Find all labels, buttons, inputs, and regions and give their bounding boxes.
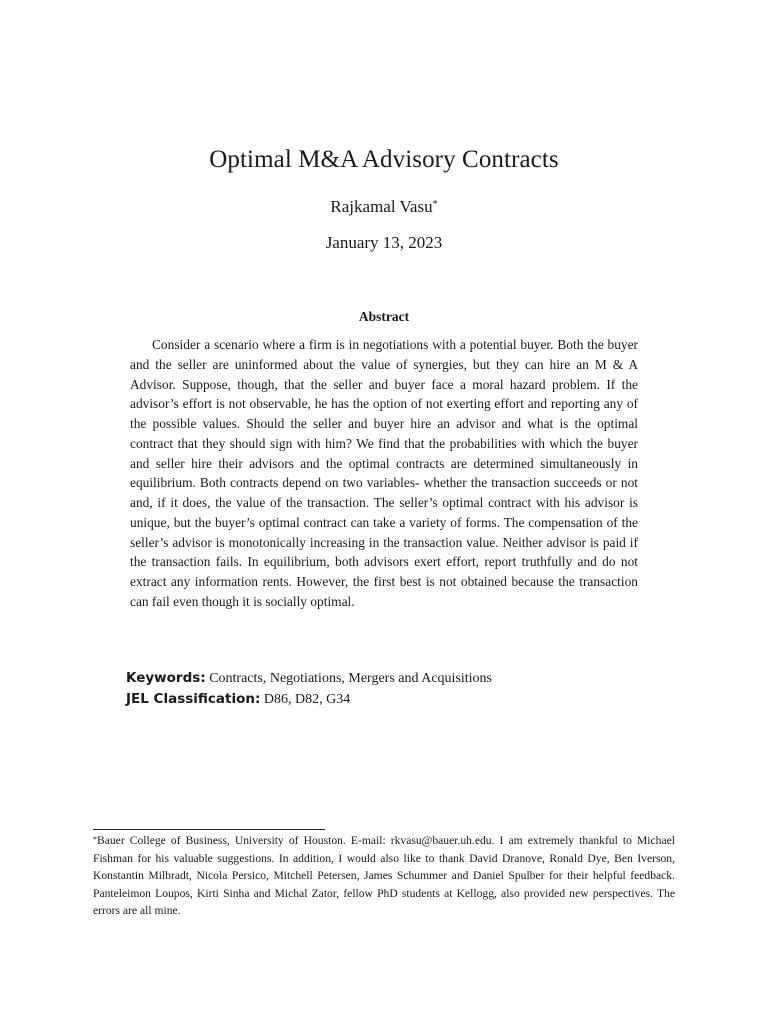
keywords-block xyxy=(126,668,646,710)
footnote-divider xyxy=(93,829,325,830)
author-name: Rajkamal Vasu xyxy=(330,197,433,216)
jel-label: JEL Classification: xyxy=(126,691,261,707)
keywords-label: Keywords: xyxy=(126,670,206,686)
keywords-value: Contracts, Negotiations, Mergers and Acquisitions xyxy=(209,671,493,686)
paper-title: Optimal M&A Advisory Contracts xyxy=(209,146,559,173)
author-footnote-marker[interactable]: * xyxy=(432,199,438,210)
footnote-text: Bauer College of Business, University of Houston. E-mail: rkvasu@bauer.uh.edu. I am extremely thankful to Michael Fishman for his valuable suggestions. In addition, I would also like to thank David Dranove, Ronald Dye, Ben Iverson, Konstantin Milbradt, Nicola Persico, Mitchell Petersen, James Schummer and Daniel Spulber for their helpful feedback. Panteleimon Loupos, Kirti Sinha and Michal Zator, fellow PhD students at Kellogg, also provided new perspectives. The errors are all mine. xyxy=(93,834,675,918)
footnote-marker: * xyxy=(93,835,97,844)
footnote xyxy=(93,832,675,920)
author-line xyxy=(0,196,768,218)
keywords-line xyxy=(126,668,646,689)
jel-value: D86, D82, G34 xyxy=(263,692,351,707)
paper-date: January 13, 2023 xyxy=(325,233,443,252)
jel-line xyxy=(126,689,646,710)
abstract-heading: Abstract xyxy=(358,309,410,324)
abstract-text: Consider a scenario where a firm is in negotiations with a potential buyer. Both the buyer and the seller are uninformed about the value of synergies, but they can hire an M & A Advisor. Suppose, though, that the seller and buyer face a moral hazard problem. If the advisor’s effort is not observable, he has the option of not exerting effort and reporting any of the possible values. Should the seller and buyer hire an advisor and what is the optimal contract that they should sign with him? We find that the probabilities with which the buyer and seller hire their advisors and the optimal contracts are determined simultaneously in equilibrium. Both contracts depend on two variables- whether the transaction succeeds or not and, if it does, the value of the transaction. The seller’s optimal contract with his advisor is unique, but the buyer’s optimal contract can take a variety of forms. The compensation of the seller’s advisor is monotonically increasing in the transaction value. Neither advisor is paid if the transaction fails. In equilibrium, both advisors exert effort, report truthfully and do not extract any information rents. However, the first best is not obtained because the transaction can fail even though it is socially optimal. xyxy=(130,337,638,609)
